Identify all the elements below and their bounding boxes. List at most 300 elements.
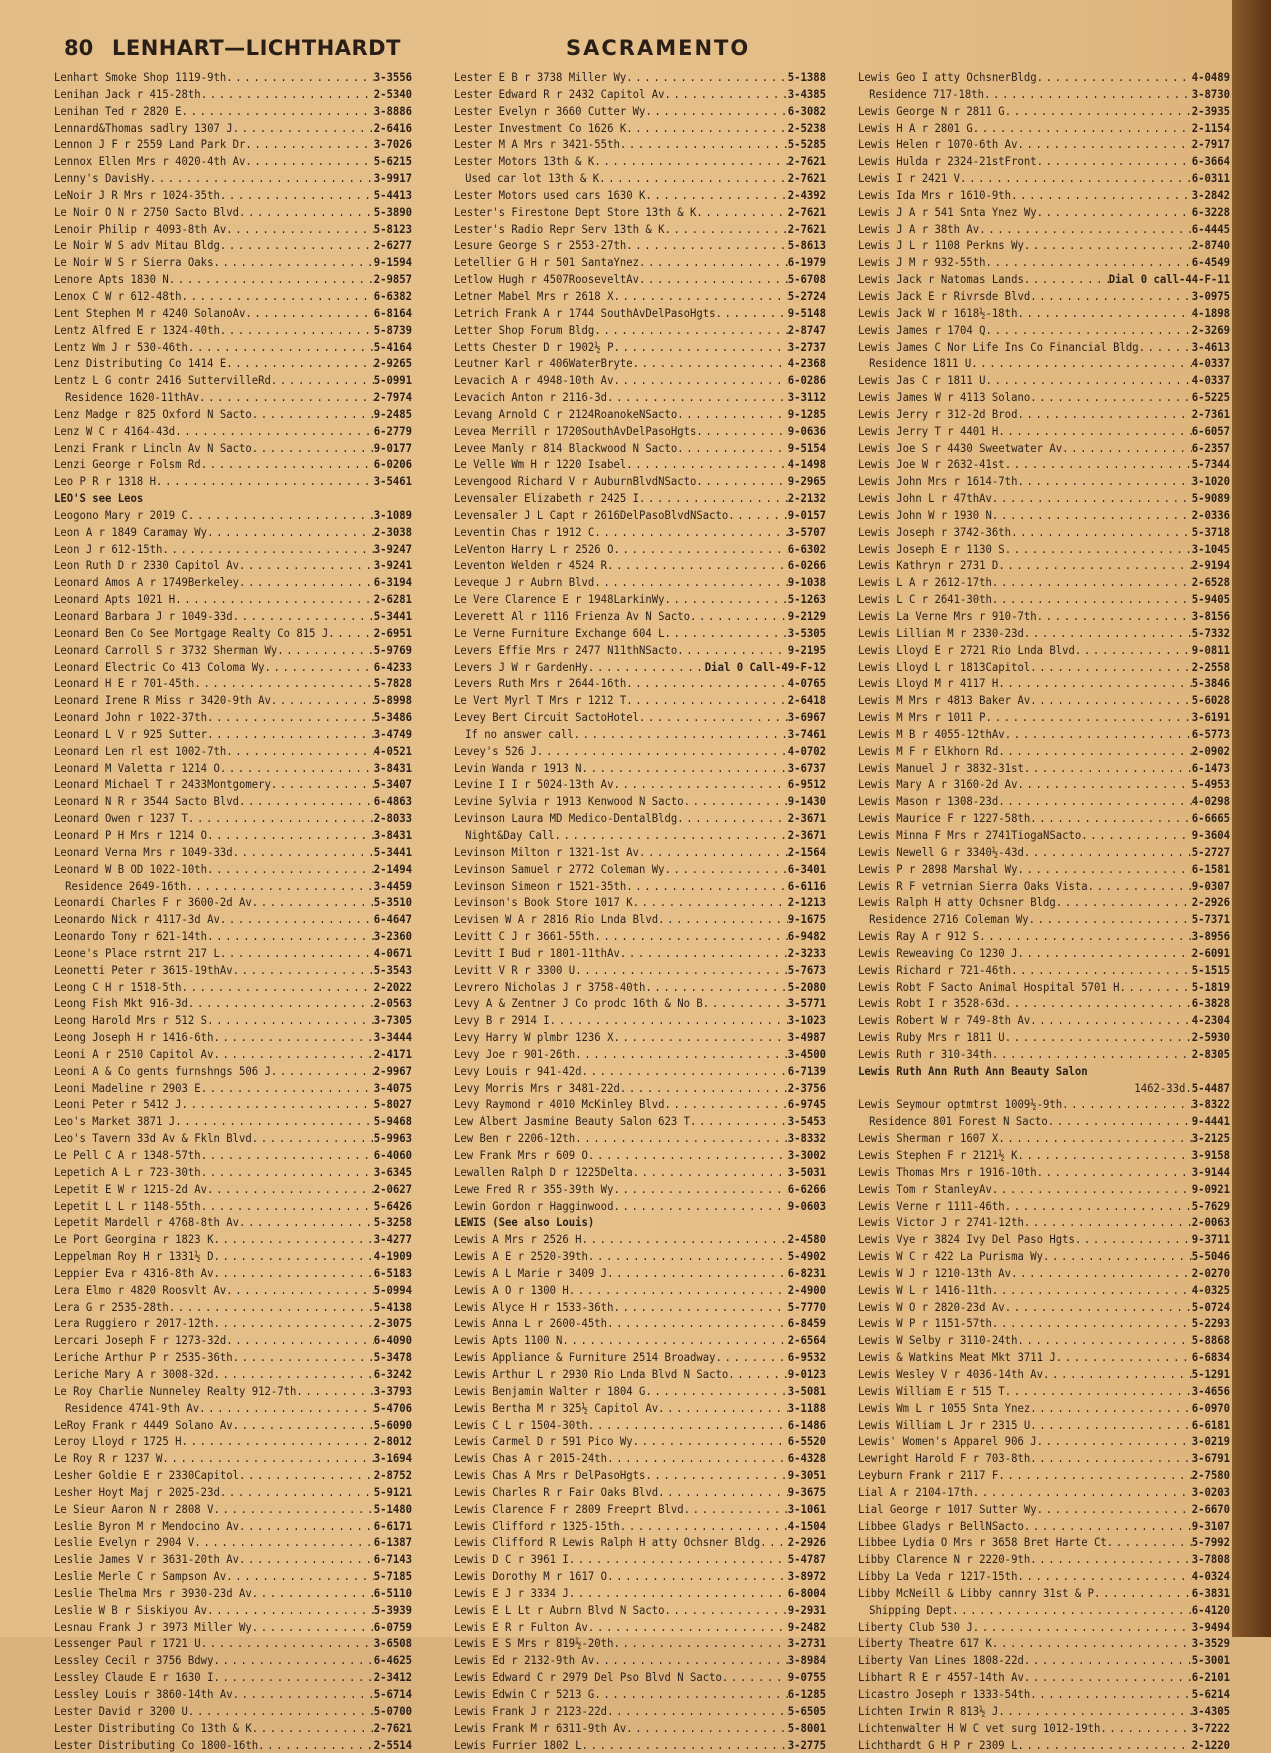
dot-leader xyxy=(207,1012,374,1029)
listing-name: Lenz W C r 4164-43d xyxy=(54,423,176,438)
listing-name: Lewis D C r 3961 I xyxy=(454,1552,569,1567)
listing-row xyxy=(454,878,826,895)
dot-leader xyxy=(1005,1198,1192,1215)
listing-name: Lester Edward R r 2432 Capitol Av xyxy=(454,86,665,101)
listing-row xyxy=(54,1282,412,1299)
listing-name: Lewis Clarence F r 2809 Freeprt Blvd xyxy=(454,1501,684,1516)
listing-row xyxy=(454,1012,826,1029)
listing-name: Lenny's DavisHy xyxy=(54,171,150,186)
listing-name: Lewis Clifford R Lewis Ralph H atty Ochsner Bldg xyxy=(454,1535,761,1550)
listing-row xyxy=(858,962,1230,979)
dot-leader xyxy=(986,254,1192,271)
listing-row xyxy=(54,221,412,238)
listing-row xyxy=(454,339,826,356)
phone-number: 3-7305 xyxy=(373,1013,412,1028)
dot-leader xyxy=(588,659,705,676)
listing-name: Lewis Jack W r 1618½-18th xyxy=(858,305,1018,320)
phone-number: 6-6834 xyxy=(1191,1350,1230,1365)
dot-leader xyxy=(186,878,373,895)
listing-row xyxy=(454,659,826,676)
dot-leader xyxy=(588,1619,788,1636)
listing-name: Lewis Jas C r 1811 U xyxy=(858,373,986,388)
listing-row xyxy=(858,305,1230,322)
listing-name: Lichthardt G H P r 2309 L xyxy=(858,1737,1018,1752)
phone-number: 6-9482 xyxy=(787,929,826,944)
listing-row xyxy=(54,86,412,103)
listing-name: Levy A & Zentner J Co prodc 16th & No B xyxy=(454,996,703,1011)
listing-row xyxy=(54,861,412,878)
phone-number: 2-6281 xyxy=(373,592,412,607)
listing-name: Leonard Owen r 1237 T xyxy=(54,811,188,826)
dot-leader xyxy=(1017,406,1191,423)
listing-name: Lewis L A r 2612-17th xyxy=(858,575,992,590)
listing-name: Lester Motors used cars 1630 K xyxy=(454,187,646,202)
phone-number: 4-0765 xyxy=(787,676,826,691)
dot-leader xyxy=(194,1534,373,1551)
phone-number: 3-3793 xyxy=(373,1383,412,1398)
listing-name: Lewis A Mrs r 2526 H xyxy=(454,1232,582,1247)
phone-number: 4-1898 xyxy=(1191,305,1230,320)
phone-number: 6-4328 xyxy=(787,1451,826,1466)
listing-name: Lewis Wesley V r 4036-14th Av xyxy=(858,1366,1043,1381)
phone-number: 2-6951 xyxy=(373,625,412,640)
phone-number: 3-1023 xyxy=(787,1013,826,1028)
listing-row xyxy=(54,692,412,709)
listing-name: Lewis Tom r StanleyAv xyxy=(858,1181,992,1196)
listing-name: Lennon J F r 2559 Land Park Dr xyxy=(54,137,246,152)
listing-row xyxy=(858,473,1230,490)
listing-name: Lenz Distributing Co 1414 E xyxy=(54,356,227,371)
listing-row xyxy=(54,574,412,591)
dot-leader xyxy=(226,1282,374,1299)
listing-name: Lenz Madge r 825 Oxford N Sacto xyxy=(54,406,252,421)
phone-number: 6-1581 xyxy=(1191,861,1230,876)
phone-number: 4-0324 xyxy=(1191,1569,1230,1584)
listing-name: Lewis Chas A Mrs r DelPasoHgts xyxy=(454,1468,646,1483)
phone-number: 3-6191 xyxy=(1191,710,1230,725)
dot-leader xyxy=(1037,69,1192,86)
listing-name: Lewis Robt F Sacto Animal Hospital 5701 H xyxy=(858,979,1120,994)
phone-number: 9-2195 xyxy=(787,642,826,657)
listing-row xyxy=(454,1282,826,1299)
listing-name: Lewis W Selby r 3110-24th xyxy=(858,1333,1018,1348)
listing-name: Lewis Manuel J r 3832-31st xyxy=(858,760,1024,775)
dot-leader xyxy=(1030,1400,1192,1417)
listing-name: Lewis Alyce H r 1533-36th xyxy=(454,1299,614,1314)
dot-leader xyxy=(626,69,788,86)
dot-leader xyxy=(1030,1450,1192,1467)
listing-name: Le Sieur Aaron N r 2808 V xyxy=(54,1501,214,1516)
listing-name: Leonard H E r 701-45th xyxy=(54,676,195,691)
phone-number: 2-5238 xyxy=(787,120,826,135)
phone-number: 6-9512 xyxy=(787,777,826,792)
listing-row xyxy=(454,1181,826,1198)
listing-name: Levy Harry W plmbr 1236 X xyxy=(454,1030,614,1045)
phone-number: 5-6426 xyxy=(373,1198,412,1213)
dot-leader xyxy=(594,524,787,541)
listing-row xyxy=(54,271,412,288)
dot-leader xyxy=(1005,1383,1192,1400)
listing-row xyxy=(858,1096,1230,1113)
listing-row xyxy=(54,894,412,911)
listing-name: Lewis E R r Fulton Av xyxy=(454,1619,588,1634)
dot-leader xyxy=(239,1551,374,1568)
listing-name: Leoni Madeline r 2903 E xyxy=(54,1080,201,1095)
dot-leader xyxy=(169,271,374,288)
listing-name: Lewis John L r 47thAv xyxy=(858,491,992,506)
dot-leader xyxy=(992,1046,1192,1063)
listing-row xyxy=(454,844,826,861)
dot-leader xyxy=(690,1113,788,1130)
dot-leader xyxy=(594,574,787,591)
phone-number: 2-8752 xyxy=(373,1468,412,1483)
listing-name: Leon Ruth D r 2330 Capitol Av xyxy=(54,558,239,573)
phone-number: 6-1486 xyxy=(787,1417,826,1432)
listing-row xyxy=(54,1534,412,1551)
phone-number: 2-3935 xyxy=(1191,103,1230,118)
listing-name: Residence 801 Forest N Sacto xyxy=(869,1114,1048,1129)
listing-name: Lewis Ruth r 310-34th xyxy=(858,1046,992,1061)
dot-leader xyxy=(1088,878,1192,895)
listing-name: Leonardo Nick r 4117-3d Av xyxy=(54,912,220,927)
phone-number: 5-7828 xyxy=(373,676,412,691)
dot-leader xyxy=(575,1046,788,1063)
phone-number: 2-7621 xyxy=(787,204,826,219)
listing-row xyxy=(54,1265,412,1282)
phone-number: 2-5514 xyxy=(373,1737,412,1752)
listing-row xyxy=(54,1147,412,1164)
dot-leader xyxy=(233,1417,374,1434)
listing-row xyxy=(454,608,826,625)
listing-name: Lewis M Mrs r 1011 P xyxy=(858,710,986,725)
listing-row xyxy=(858,271,1230,288)
listing-name: Lepetit L L r 1148-55th xyxy=(54,1198,201,1213)
listing-row xyxy=(454,1484,826,1501)
dot-leader xyxy=(952,1602,1192,1619)
dot-leader xyxy=(998,557,1191,574)
listing-row xyxy=(54,675,412,692)
listing-name: Lewis Edwin C r 5213 G xyxy=(454,1687,595,1701)
phone-number: 5-3441 xyxy=(373,609,412,623)
dot-leader xyxy=(677,810,787,827)
phone-number: 9-3604 xyxy=(1191,827,1230,842)
dot-leader xyxy=(182,1096,374,1113)
dot-leader xyxy=(213,1669,373,1686)
phone-number: 3-0203 xyxy=(1191,1484,1230,1499)
phone-number: 3-4749 xyxy=(373,726,412,741)
phone-number: 2-1213 xyxy=(787,895,826,910)
listing-row xyxy=(858,1450,1230,1467)
dot-leader xyxy=(645,979,787,996)
listing-row xyxy=(454,69,826,86)
phone-number: 2-7580 xyxy=(1191,1468,1230,1483)
phone-number: 2-3671 xyxy=(787,811,826,826)
listing-name: Lewis Ruby Mrs r 1811 U xyxy=(858,1030,1005,1045)
dot-leader xyxy=(264,659,373,676)
dot-leader xyxy=(696,473,787,490)
listing-row xyxy=(54,1737,412,1753)
listing-name: Leonard Ben Co See Mortgage Realty Co 815 J xyxy=(54,625,329,640)
listing-row xyxy=(858,1299,1230,1316)
phone-number: 3-6508 xyxy=(373,1636,412,1651)
listing-row xyxy=(858,1400,1230,1417)
listing-row xyxy=(454,760,826,777)
phone-number: 5-4787 xyxy=(787,1552,826,1567)
phone-number: 5-9121 xyxy=(373,1484,412,1499)
phone-number: 9-2129 xyxy=(787,609,826,623)
dot-leader xyxy=(207,709,374,726)
listing-name: Lewis Verne r 1111-46th xyxy=(858,1198,1005,1213)
phone-number: 5-3478 xyxy=(373,1350,412,1365)
listing-name: Lesnau Frank J r 3973 Miller Wy xyxy=(54,1619,252,1634)
listing-row xyxy=(858,625,1230,642)
dot-leader xyxy=(252,406,374,423)
listing-row xyxy=(858,1231,1230,1248)
phone-number: 6-6171 xyxy=(373,1518,412,1533)
listing-name: Leo's Tavern 33d Av & Fkln Blvd xyxy=(54,1131,252,1146)
listing-row xyxy=(454,1501,826,1518)
listing-name: Lepetit Mardell r 4768-8th Av xyxy=(54,1215,239,1230)
listing-name: Leo's Market 3871 J xyxy=(54,1114,176,1129)
listing-name: Lewis Chas A r 2015-24th xyxy=(454,1451,608,1466)
listing-row xyxy=(858,288,1230,305)
dot-leader xyxy=(201,1198,374,1215)
phone-number: 5-3441 xyxy=(373,844,412,859)
dot-leader xyxy=(992,507,1192,524)
dot-leader xyxy=(998,1130,1191,1147)
phone-number: 5-4902 xyxy=(787,1249,826,1264)
phone-number: 3-4305 xyxy=(1191,1703,1230,1718)
listing-row xyxy=(454,1433,826,1450)
listing-row xyxy=(54,507,412,524)
dot-leader xyxy=(188,507,374,524)
dot-leader xyxy=(271,776,374,793)
phone-number: 2-3671 xyxy=(787,827,826,842)
listing-row xyxy=(54,995,412,1012)
listing-row xyxy=(454,1164,826,1181)
phone-number: 2-2022 xyxy=(373,979,412,994)
phone-number: 2-6528 xyxy=(1191,575,1230,590)
phone-number: 6-1473 xyxy=(1191,760,1230,775)
listing-name: Levacich A r 4948-10th Av xyxy=(454,373,614,388)
listing-name: Leoni A & Co gents furnshngs 506 J xyxy=(54,1063,271,1078)
listing-row xyxy=(858,1518,1230,1535)
listing-name: Leonard Irene R Miss r 3420-9th Av xyxy=(54,693,271,708)
listing-name: Lesure George S r 2553-27th xyxy=(454,238,627,253)
phone-number: 9-5148 xyxy=(787,305,826,320)
listing-row xyxy=(54,541,412,558)
dot-leader xyxy=(639,254,788,271)
dot-leader xyxy=(607,557,788,574)
listing-row xyxy=(54,1198,412,1215)
listing-name: Lewis Helen r 1070-6th Av xyxy=(858,137,1018,152)
dot-leader xyxy=(613,1029,787,1046)
phone-number: 2-6091 xyxy=(1191,945,1230,960)
listing-name: Lewis George N r 2811 G xyxy=(858,103,1005,118)
listing-name: Levy Louis r 941-42d xyxy=(454,1063,582,1078)
dot-leader xyxy=(607,1703,788,1720)
listing-name: Leonard Michael T r 2433Montgomery xyxy=(54,777,271,792)
phone-number: 4-0521 xyxy=(373,743,412,758)
listing-name: Lenore Apts 1830 N xyxy=(54,272,169,287)
listing-name: Lewis A E r 2520-39th xyxy=(454,1249,588,1264)
listing-name: Lewis Ed r 2132-9th Av xyxy=(454,1653,595,1668)
phone-number: 9-5154 xyxy=(787,440,826,455)
phone-number: 3-9241 xyxy=(373,558,412,573)
listing-row xyxy=(858,878,1230,895)
dot-leader xyxy=(1081,827,1191,844)
dot-leader xyxy=(639,709,788,726)
dot-leader xyxy=(1056,894,1192,911)
phone-number: 2-7917 xyxy=(1191,137,1230,152)
dot-leader xyxy=(207,1602,374,1619)
listing-name: Lercari Joseph F r 1273-32d xyxy=(54,1333,227,1348)
dot-leader xyxy=(1037,608,1192,625)
phone-number: 3-2125 xyxy=(1191,1131,1230,1146)
dot-leader xyxy=(677,642,787,659)
listing-row xyxy=(454,237,826,254)
phone-number: 3-5707 xyxy=(787,524,826,539)
dot-leader xyxy=(645,103,787,120)
listing-row xyxy=(54,1029,412,1046)
phone-number: 6-5773 xyxy=(1191,726,1230,741)
phone-number: 5-4706 xyxy=(373,1400,412,1415)
listing-row xyxy=(454,591,826,608)
phone-number: 2-2558 xyxy=(1191,659,1230,674)
phone-number: 5-8739 xyxy=(373,322,412,337)
listing-row xyxy=(54,1619,412,1636)
dot-leader xyxy=(594,1652,787,1669)
dot-leader xyxy=(639,271,788,288)
phone-number: 9-3107 xyxy=(1191,1518,1230,1533)
page-header xyxy=(64,36,1224,64)
listing-row xyxy=(858,322,1230,339)
phone-number: 6-3194 xyxy=(373,575,412,590)
phone-number: 9-3051 xyxy=(787,1468,826,1483)
phone-number: 4-2368 xyxy=(787,356,826,371)
listing-name: Lewis E J r 3334 J xyxy=(454,1585,569,1600)
listing-row xyxy=(54,1686,412,1703)
listing-row xyxy=(858,760,1230,777)
dot-leader xyxy=(1062,440,1192,457)
phone-number: 5-8868 xyxy=(1191,1333,1230,1348)
phone-number: 5-0724 xyxy=(1191,1299,1230,1314)
listing-row xyxy=(858,861,1230,878)
dot-leader xyxy=(582,1063,788,1080)
listing-row xyxy=(54,1349,412,1366)
dot-leader xyxy=(1029,911,1192,928)
phone-number: 6-6116 xyxy=(787,878,826,893)
phone-number: 6-3242 xyxy=(373,1366,412,1381)
dot-leader xyxy=(626,120,788,137)
listing-name: Lessley Louis r 3860-14th Av xyxy=(54,1687,233,1701)
dot-leader xyxy=(613,1181,787,1198)
listing-name: Lewis James W r 4113 Solano xyxy=(858,390,1031,405)
phone-number: 6-1979 xyxy=(787,255,826,270)
phone-number: 2-6277 xyxy=(373,238,412,253)
listing-row xyxy=(858,844,1230,861)
listing-row xyxy=(454,221,826,238)
column-3 xyxy=(858,69,1230,1753)
dot-leader xyxy=(207,1181,374,1198)
phone-number: 6-8004 xyxy=(787,1585,826,1600)
listing-name: Lewis John Mrs r 1614-7th xyxy=(858,474,1018,489)
listing-row xyxy=(54,1602,412,1619)
listing-name: Leong Joseph H r 1416-6th xyxy=(54,1030,214,1045)
listing-name: Lew Frank Mrs r 609 O xyxy=(454,1148,588,1162)
phone-number: 5-2724 xyxy=(787,288,826,303)
phone-number: 5-4138 xyxy=(373,1299,412,1314)
listing-row xyxy=(858,389,1230,406)
dot-leader xyxy=(1005,995,1192,1012)
listing-name: Lewallen Ralph D r 1225Delta xyxy=(454,1164,633,1179)
phone-number: 5-6090 xyxy=(373,1417,412,1432)
dot-leader xyxy=(213,1248,373,1265)
dot-leader xyxy=(1024,844,1192,861)
listing-row xyxy=(858,136,1230,153)
listing-name: Le Roy R r 1237 W xyxy=(54,1451,163,1466)
phone-number: 6-3831 xyxy=(1191,1585,1230,1600)
dot-leader xyxy=(998,423,1191,440)
listing-row xyxy=(454,776,826,793)
listing-name: Leonardi Charles F r 3600-2d Av xyxy=(54,895,252,910)
listing-name: Lewis R F vetrnian Sierra Oaks Vista xyxy=(858,878,1088,893)
listing-name: Lichten Irwin R 813½ J xyxy=(858,1703,999,1718)
phone-number: 6-4120 xyxy=(1191,1602,1230,1617)
listing-name: Leong Fish Mkt 916-3d xyxy=(54,996,188,1011)
listing-name: Liberty Theatre 617 K xyxy=(858,1636,992,1651)
listing-row xyxy=(454,1113,826,1130)
listing-row xyxy=(454,861,826,878)
listing-row xyxy=(54,288,412,305)
phone-number: 2-1220 xyxy=(1191,1737,1230,1752)
dot-leader xyxy=(998,1703,1191,1720)
listing-row xyxy=(858,237,1230,254)
phone-number: 5-2727 xyxy=(1191,844,1230,859)
phone-number: 5-0700 xyxy=(373,1703,412,1718)
listing-row xyxy=(454,355,826,372)
dot-leader xyxy=(201,86,374,103)
listing-row xyxy=(858,541,1230,558)
listing-name: Lewis Edward C r 2979 Del Pso Blvd N Sacto xyxy=(454,1670,722,1685)
listing-row xyxy=(54,1484,412,1501)
listing-row xyxy=(454,1551,826,1568)
phone-number: 5-1515 xyxy=(1191,962,1230,977)
dot-leader xyxy=(594,1686,787,1703)
phone-number: 6-2101 xyxy=(1191,1670,1230,1685)
listing-row xyxy=(858,1012,1230,1029)
listing-row xyxy=(54,1467,412,1484)
listing-row xyxy=(54,1332,412,1349)
listing-name: Lewis James r 1704 Q xyxy=(858,322,986,337)
listing-name: Lewis Charles R r Fair Oaks Blvd xyxy=(454,1484,659,1499)
phone-number: 3-7461 xyxy=(787,726,826,741)
dot-leader xyxy=(1075,1231,1192,1248)
listing-row xyxy=(858,776,1230,793)
dot-leader xyxy=(201,1147,374,1164)
phone-number: 9-4441 xyxy=(1191,1114,1230,1129)
dot-leader xyxy=(213,1029,373,1046)
listing-row xyxy=(858,928,1230,945)
listing-row xyxy=(454,1063,826,1080)
dot-leader xyxy=(1043,1366,1192,1383)
phone-number: 5-7332 xyxy=(1191,625,1230,640)
phone-number: 2-7361 xyxy=(1191,406,1230,421)
listing-row xyxy=(454,1214,826,1231)
dot-leader xyxy=(664,861,787,878)
phone-number: 9-3711 xyxy=(1191,1232,1230,1247)
dot-leader xyxy=(626,878,788,895)
